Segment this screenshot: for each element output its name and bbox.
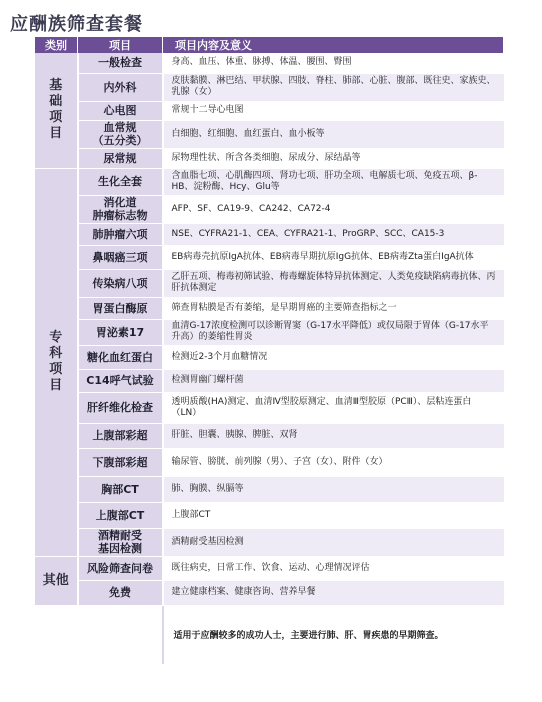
item-desc: 肺、胸膜、纵膈等 [163,476,504,502]
item-desc: 常规十二导心电图 [163,101,504,120]
item-name: 下腹部彩超 [78,448,163,476]
table-row [35,580,504,605]
table-row [35,528,504,556]
item-desc: AFP、SF、CA19-9、CA242、CA72-4 [163,195,504,223]
table-row [35,369,504,392]
category-special: 专科项目 [35,168,78,556]
item-name: 传染病八项 [78,269,163,297]
item-desc: 身高、血压、体重、脉搏、体温、腰围、臀围 [163,53,504,73]
item-desc: 酒精耐受基因检测 [163,528,504,556]
item-desc: 检测近2-3个月血糖情况 [163,345,504,369]
item-desc: 含血脂七项、心肌酶四项、肾功七项、肝功全项、电解质七项、免疫五项、β-HB、淀粉酶、Hcy、Glu等 [163,168,504,195]
table-row [35,53,504,73]
table-row [35,556,504,580]
header-category: 类别 [35,37,78,53]
item-desc: 输尿管、膀胱、前列腺（男）、子宫（女）、附件（女） [163,448,504,476]
item-name: 风险筛查问卷 [78,556,163,580]
table-row [35,319,504,345]
package-table [35,37,504,664]
item-name: 胸部CT [78,476,163,502]
table-row [35,502,504,528]
footnote: 适用于应酬较多的成功人士，主要进行肺、肝、胃疾患的早期筛查。 [163,605,504,663]
item-name: C14呼气试验 [78,369,163,392]
item-name: 血常规 （五分类） [78,120,163,148]
item-name: 酒精耐受 基因检测 [78,528,163,556]
item-desc: NSE、CYFRA21-1、CEA、CYFRA21-1、ProGRP、SCC、CA15-3 [163,223,504,245]
table-row [35,223,504,245]
item-name: 糖化血红蛋白 [78,345,163,369]
table-row [35,101,504,120]
table-row [35,476,504,502]
item-desc: 既往病史，日常工作、饮食、运动、心理情况评估 [163,556,504,580]
item-name: 上腹部彩超 [78,423,163,448]
item-name: 生化全套 [78,168,163,195]
item-name: 内外科 [78,73,163,101]
header-content: 项目内容及意义 [163,37,504,53]
item-desc: 尿物理性状、所含各类细胞、尿成分、尿结晶等 [163,148,504,168]
header-item: 项目 [78,37,163,53]
item-name: 胃蛋白酶原 [78,297,163,319]
item-desc: 检测胃幽门螺杆菌 [163,369,504,392]
item-name: 肝纤维化检查 [78,392,163,423]
table-row [35,345,504,369]
table-row [35,148,504,168]
item-name: 尿常规 [78,148,163,168]
table-row [35,245,504,269]
item-desc: 肝脏、胆囊、胰腺、脾脏、双肾 [163,423,504,448]
item-name: 肺肿瘤六项 [78,223,163,245]
table-row [35,269,504,297]
table-row [35,297,504,319]
table-row [35,120,504,148]
item-desc: 透明质酸(HA)测定、血清Ⅳ型胶原测定、血清Ⅲ型胶原（PCⅢ）、层粘连蛋白（LN） [163,392,504,423]
page-title: 应酬族筛查套餐 [10,14,143,35]
table-row [35,423,504,448]
footnote-row [35,605,504,663]
category-other: 其他 [35,556,78,605]
table-row [35,73,504,101]
table-header [35,37,504,53]
item-desc: 皮肤黏膜、淋巴结、甲状腺、四肢、脊柱、肺部、心脏、腹部、既往史、家族史、乳腺（女） [163,73,504,101]
item-name: 上腹部CT [78,502,163,528]
item-name: 消化道 肿瘤标志物 [78,195,163,223]
item-desc: 白细胞、红细胞、血红蛋白、血小板等 [163,120,504,148]
item-name: 心电图 [78,101,163,120]
table-row [35,448,504,476]
item-name: 免费 [78,580,163,605]
item-name: 一般检查 [78,53,163,73]
item-desc: 血清G-17浓度检测可以诊断胃窦（G-17水平降低）或仅局限于胃体（G-17水平升高）的萎缩性胃炎 [163,319,504,345]
category-basic: 基础项目 [35,53,78,168]
item-desc: 筛查胃粘膜是否有萎缩，是早期胃癌的主要筛查指标之一 [163,297,504,319]
item-name: 鼻咽癌三项 [78,245,163,269]
item-desc: EB病毒壳抗原IgA抗体、EB病毒早期抗原IgG抗体、EB病毒Zta蛋白IgA抗体 [163,245,504,269]
item-name: 胃泌素17 [78,319,163,345]
table-row [35,195,504,223]
table-row [35,168,504,195]
item-desc: 建立健康档案、健康咨询、营养早餐 [163,580,504,605]
item-desc: 上腹部CT [163,502,504,528]
item-desc: 乙肝五项、梅毒初筛试验、梅毒螺旋体特异抗体测定、人类免疫缺陷病毒抗体、丙肝抗体测定 [163,269,504,297]
table-row [35,392,504,423]
